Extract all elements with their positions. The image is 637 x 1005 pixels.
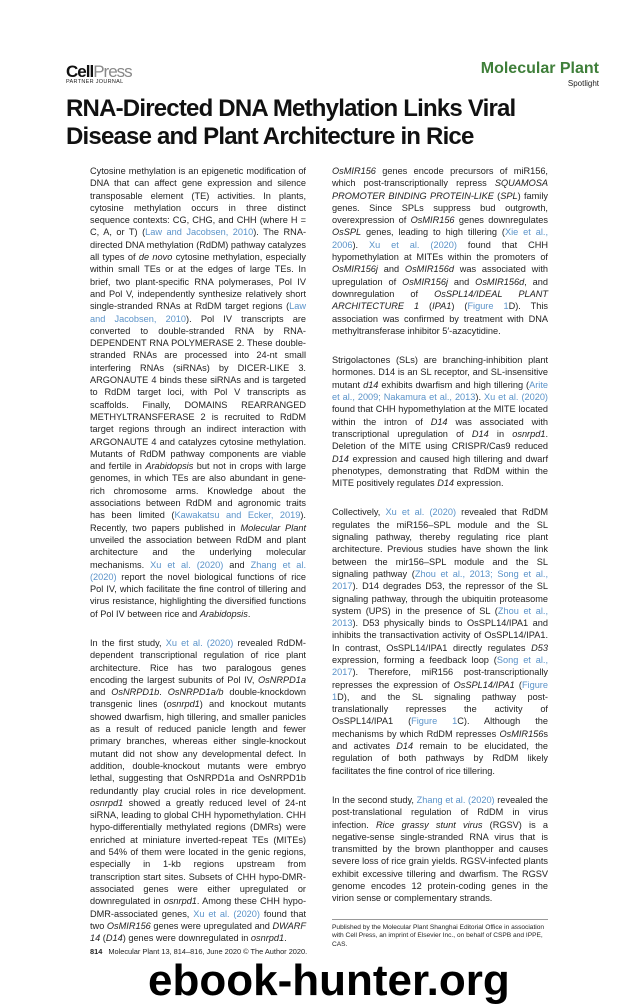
paragraph xyxy=(332,354,548,489)
italic-term: Arabidopsis xyxy=(145,461,194,472)
text-run: in xyxy=(488,428,513,439)
italic-term: D53 xyxy=(531,642,548,653)
italic-term: OsMIR156 xyxy=(332,166,376,176)
text-run: and xyxy=(223,559,251,570)
italic-term: D14 xyxy=(396,741,414,752)
reference-link[interactable]: Xu et al. (2020) xyxy=(150,559,224,570)
text-run: Collectively, xyxy=(332,507,386,518)
italic-term: osnrpd1 xyxy=(512,428,546,439)
reference-link[interactable]: Song et al., 2017 xyxy=(332,654,548,678)
text-run: revealed RdDM-dependent transcriptional regulation of rice plant architecture. Rice has two paralogous genes encoding the largest subunits of Pol IV, xyxy=(90,637,306,685)
text-run: and xyxy=(377,264,405,275)
text-run: D), and the SL signaling pathway post-translationally represses the activity of OsSPL14/IPA1 ( xyxy=(332,691,548,727)
italic-term: Arabidopsis xyxy=(199,608,248,619)
italic-term: D14 xyxy=(471,428,489,439)
text-run: ) genes were downregulated in xyxy=(122,933,251,944)
journal-name: Molecular Plant xyxy=(480,60,599,77)
text-run: ( xyxy=(493,190,501,201)
text-run: was associated with upregulation of xyxy=(332,264,548,287)
text-run: found that two xyxy=(90,908,307,931)
journal-header xyxy=(481,60,599,88)
text-run: ) and knockout mutants showed dwarfism, high tillering, and smaller panicles as a result of reduced panicle length and fewer primary branches, whereas either single-knockout mutant did not show any developmental defect. In addition, double-knockout mutants were embryo lethal, suggesting that OsNRPD1a and OsNRPD1b redundantly play crucial roles in rice development. xyxy=(90,699,307,796)
italic-term: OsMIR156 xyxy=(499,728,544,739)
paragraph xyxy=(332,794,548,905)
text-run: revealed the post-translational regulation of RdDM in virus infection. xyxy=(332,794,548,830)
italic-term: osnrpd1 xyxy=(250,933,285,944)
text-run: s and activates xyxy=(332,728,548,752)
text-run: unveiled the association between RdDM and plant architecture and the underlying molecular mechanisms. xyxy=(90,534,306,570)
text-run: expression and caused high tillering and dwarf phenotypes, demonstrating that RdDM within the MITE positively regulates xyxy=(332,453,548,489)
text-run: but not in crops with large genomes, in which TEs are also abundant in gene-rich chromosome arms. Knowledge about the associations between RdDM and agronomic traits has been limited ( xyxy=(90,461,306,521)
italic-term: OsMIR156 xyxy=(410,215,455,226)
text-run: found that CHH hypomethylation at MITEs within the promoters of xyxy=(332,239,548,263)
text-run: ( xyxy=(514,679,522,690)
reference-link[interactable]: Zhou et al., 2013 xyxy=(332,605,548,629)
paragraph xyxy=(332,506,548,777)
italic-term: OsMIR156j xyxy=(402,276,449,287)
logo-subtitle: PARTNER JOURNAL xyxy=(66,79,124,85)
text-run: revealed that RdDM regulates the miR156–SPL module and the SL signaling pathway, thereby regulating rice plant architecture. Previous studies have shown the link between the mir156–SPL module and the SL signaling pathway ( xyxy=(332,507,548,579)
reference-link[interactable]: Law and Jacobsen, 2010 xyxy=(145,227,254,238)
publisher-note: Published by the Molecular Plant Shanghai Editorial Office in association with Cell Press, an imprint of Elsevier Inc., on behalf of CSPB and IPPE, CAS. xyxy=(332,923,545,948)
text-run: ). Therefore, miR156 post-transcriptionally represses the expression of xyxy=(332,667,548,690)
italic-term: OsNRPD1a xyxy=(258,674,306,685)
reference-link[interactable]: Xu et al. (2020) xyxy=(193,908,260,919)
text-run: ). D14 degrades D53, the repressor of the SL signaling pathway, through the ubiquitin proteasome system (UPS) in the presence of SL ( xyxy=(332,581,548,616)
text-run: . xyxy=(284,933,287,944)
text-run: , and downregulation of xyxy=(332,276,548,299)
reference-link[interactable]: Xu et al. (2020) xyxy=(369,239,457,250)
paragraph xyxy=(90,165,306,620)
text-run: exhibits dwarfism and high tillering ( xyxy=(378,379,530,390)
reference-link[interactable]: Xu et al. (2020) xyxy=(385,507,457,518)
text-run: D). This association was confirmed by treatment with DNA methyltransferase inhibitor 5′-azacytidine. xyxy=(332,301,548,336)
text-run: . Among these CHH hypo-DMR-associated genes, xyxy=(90,896,307,919)
text-run: double-knockdown transgenic lines ( xyxy=(90,687,306,710)
italic-term: SPL xyxy=(500,190,518,201)
text-run: report the novel biological functions of rice Pol IV, which facilitate the fine control of tillering and virus resistance, highlighting the diversified functions of Pol IV between rice and xyxy=(90,571,306,619)
text-run: Cytosine methylation is an epigenetic modification of DNA that can affect gene expression and silence transposable element (TE) activities. In plants, cytosine methylation occurs in three distinct sequence contexts: CG, CHG, and CHH (where H = C, A, or T) ( xyxy=(90,166,306,238)
reference-link[interactable]: Zhang et al. (2020) xyxy=(90,559,306,582)
italic-term: DWARF 14 xyxy=(90,920,306,944)
italic-term: D14 xyxy=(430,416,448,427)
italic-term: OsSPL xyxy=(332,227,362,238)
text-run: genes, leading to high tillering ( xyxy=(361,227,505,238)
italic-term: Molecular Plant xyxy=(240,522,306,533)
text-run: cytosine methylation, especially within small TEs or at the edges of large TEs. In brief, two plant-specific RNA polymerases, Pol IV and Pol V, independently synthesize relatively short single-stranded RNAs at RdDM target regions ( xyxy=(90,252,306,312)
text-run: Strigolactones (SLs) are branching-inhibition plant hormones. D14 is an SL receptor, and SL-insensitive mutant xyxy=(332,355,548,390)
italic-term: OsNRPD1a/b xyxy=(167,687,224,698)
right-column xyxy=(332,165,548,949)
text-run: found that CHH hypomethylation at the MITE located within the intron of xyxy=(332,404,548,427)
text-run: was associated with transcriptional upregulation of xyxy=(332,416,548,439)
logo-press-text: Press xyxy=(93,62,132,81)
text-run: showed a greatly reduced level of 24-nt siRNA, leading to global CHH hypomethylation. CHH hypo-differentially methylated regions (DMRs) were enriched at miniature inverted-repeat TEs (MITEs) and 54% of them were located in the genic regions, especially in 1-kb regions upstream from transcription start sites. Subsets of CHH hypo-DMR-associated genes were either upregulated or downregulated in xyxy=(90,797,306,907)
italic-term: D14 xyxy=(105,933,123,944)
text-run: . xyxy=(159,687,168,698)
text-run: C). Although the mechanisms by which RdDM represses xyxy=(332,716,548,739)
page-footer xyxy=(90,947,306,956)
italic-term: osnrpd1 xyxy=(90,797,124,808)
paragraph xyxy=(332,165,548,337)
italic-term: osnrpd1 xyxy=(163,896,197,907)
text-run: expression, forming a feedback loop ( xyxy=(332,654,497,665)
text-run: and xyxy=(448,276,476,287)
text-run: ) ( xyxy=(451,301,468,312)
italic-term: d14 xyxy=(363,379,379,390)
text-run: ). xyxy=(475,392,484,403)
italic-term: OsNRPD1b xyxy=(111,687,160,698)
page-number: 814 xyxy=(90,947,103,957)
reference-link[interactable]: Xie et al., 2006 xyxy=(332,227,548,250)
text-run: ( xyxy=(419,301,433,312)
left-column-paragraphs xyxy=(90,165,306,944)
italic-term: OsSPL14/IPA1 xyxy=(453,679,515,690)
text-run: remain to be elucidated, the regulation of both pathways by RdDM likely facilitates the fine control of rice tillering. xyxy=(332,741,548,776)
article-title: RNA-Directed DNA Methylation Links Viral Disease and Plant Architecture in Rice xyxy=(66,95,516,150)
italic-term: OsSPL14/IDEAL PLANT ARCHITECTURE 1 xyxy=(332,288,548,312)
reference-link[interactable]: Xu et al. (2020) xyxy=(165,637,234,648)
text-run: ). D53 physically binds to OsSPL14/IPA1 and inhibits the transactivation activity of OsSPL14/IPA1. In contrast, OsSPL14/IPA1 directly regulates xyxy=(332,618,548,653)
right-column-paragraphs xyxy=(332,165,548,905)
reference-link[interactable]: Zhang et al. (2020) xyxy=(416,794,495,805)
text-run: expression. xyxy=(454,478,504,489)
text-run: ( xyxy=(100,933,106,944)
text-run: (RGSV) is a negative-sense single-stranded RNA virus that is transmitted by the brown planthopper and causes severe loss of rice grain yields. RGSV-infected plants exhibit excessive tillering and dwarfism. The RGSV genome encodes 12 protein-coding genes in the virion sense or complementary strands. xyxy=(332,819,549,904)
text-run: ). Recently, two papers published in xyxy=(90,510,306,533)
text-run: and xyxy=(90,687,112,698)
cellpress-logo xyxy=(66,62,132,85)
article-type: Spotlight xyxy=(567,79,599,88)
text-run: ). Pol IV transcripts are converted to double-stranded RNA by RNA-DEPENDENT RNA POLYMERASE 2. These double-stranded RNAs are processed into 24-nt small interfering RNAs (siRNAs) by DICER-LIKE 3. ARGONAUTE 4 binds these siRNAs and is targeted to RdDM target loci, with Pol V transcripts as scaffolds. Finally, DOMAINS REARRANGED METHYLTRANSFERASE 2 is recruited to RdDM target regions through an indirect interaction with ARGONAUTE 4 and catalyzes cytosine methylation. Mutants of RdDM pathway components are viable and fertile in xyxy=(90,313,306,472)
reference-link[interactable]: Xu et al. (2020) xyxy=(483,392,548,403)
reference-link[interactable]: Figure 1 xyxy=(411,716,458,727)
footnote-divider xyxy=(332,919,548,920)
text-run: In the second study, xyxy=(332,794,417,805)
italic-term: osnrpd1 xyxy=(166,699,200,710)
text-run: ). The RNA-directed DNA methylation (RdDM) pathway catalyzes all types of xyxy=(90,227,307,263)
italic-term: OsMIR156d xyxy=(404,264,454,275)
italic-term: Rice grassy stunt virus xyxy=(376,819,483,830)
reference-link[interactable]: Law and Jacobsen, 2010 xyxy=(90,301,306,324)
watermark: ebook-hunter.org xyxy=(148,956,510,1005)
italic-term: D14 xyxy=(437,478,455,489)
italic-term: IPA1 xyxy=(432,301,452,312)
logo-cell-text: Cell xyxy=(66,62,94,81)
reference-link[interactable]: Figure 1 xyxy=(332,679,548,702)
italic-term: D14 xyxy=(332,453,349,464)
text-run: genes were upregulated and xyxy=(150,920,273,931)
citation: Molecular Plant 13, 814–816, June 2020 © The Author 2020. xyxy=(108,947,308,957)
text-run: ) family genes. Since SPLs suppress bud outgrowth, overexpression of xyxy=(332,190,548,226)
text-run: genes encode precursors of miR156, which post-transcriptionally repress xyxy=(332,166,548,189)
paragraph xyxy=(90,637,306,944)
italic-term: OsMIR156d xyxy=(475,276,525,287)
reference-link[interactable]: Zhou et al., 2013; Song et al., 2017 xyxy=(332,568,548,592)
italic-term: de novo xyxy=(138,252,173,263)
italic-term: OsMIR156 xyxy=(106,920,151,931)
text-run: . Deletion of the MITE using CRISPR/Cas9 reduced xyxy=(332,428,548,452)
italic-term: SQUAMOSA PROMOTER BINDING PROTEIN-LIKE xyxy=(332,178,548,201)
text-run: In the first study, xyxy=(90,637,166,648)
italic-term: OsMIR156j xyxy=(332,264,378,275)
text-run: . xyxy=(247,608,251,619)
text-run: ). xyxy=(352,239,369,250)
reference-link[interactable]: Kawakatsu and Ecker, 2019 xyxy=(174,510,301,521)
reference-link[interactable]: Figure 1 xyxy=(467,301,509,312)
reference-link[interactable]: Arite et al., 2009; Nakamura et al., 2013 xyxy=(332,379,548,403)
text-run: genes downregulates xyxy=(454,215,548,226)
